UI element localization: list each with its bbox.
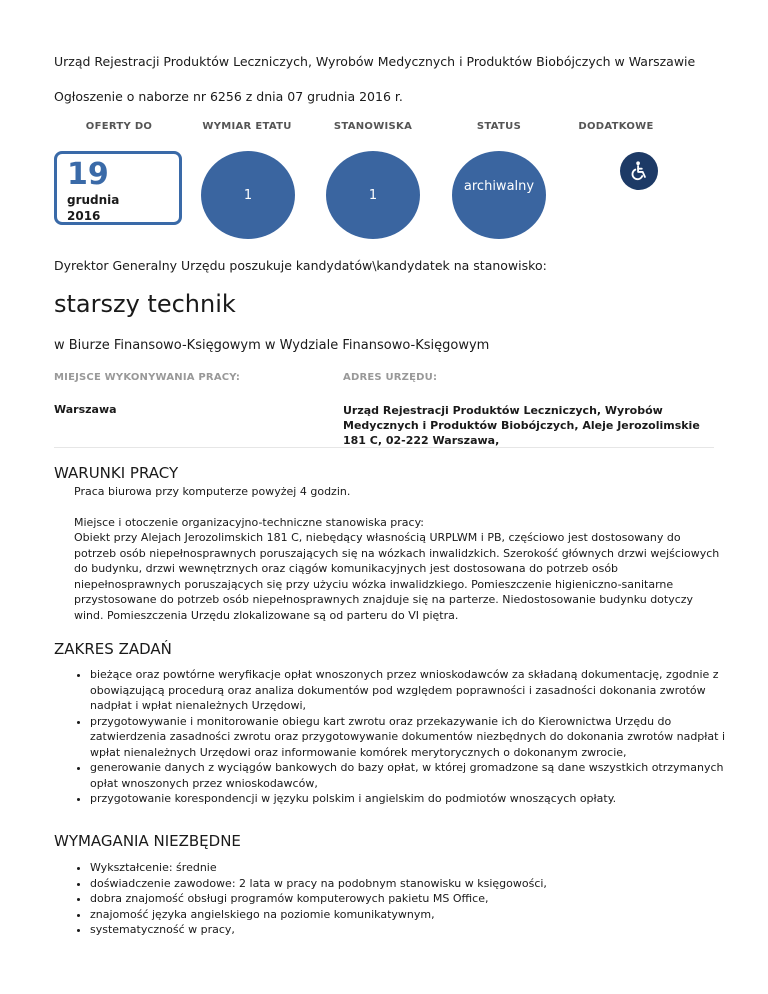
positions-value: 1 [368, 187, 378, 203]
address-label: ADRES URZĘDU: [343, 372, 438, 383]
list-item: • Wykształcenie: średnie [90, 860, 730, 876]
column-header-offers-until: OFERTY DO [85, 121, 153, 132]
department: w Biurze Finansowo-Księgowym w Wydziale Finansowo-Księgowym [54, 338, 490, 353]
job-title: starszy technik [54, 290, 236, 318]
column-header-extra: DODATKOWE [578, 121, 654, 132]
duties-heading: ZAKRES ZADAŃ [54, 640, 172, 658]
address-value: Urząd Rejestracji Produktów Leczniczych, Wyrobów Medycznych i Produktów Biobójczych, Aleje Jerozolimskie 181 C, 02-222 Warszawa, [343, 404, 700, 447]
fte-value: 1 [243, 187, 253, 203]
status-value: archiwalny [463, 179, 535, 194]
divider [54, 447, 714, 448]
column-header-fte: WYMIAR ETATU [202, 121, 292, 132]
conditions-paragraph-2: Obiekt przy Alejach Jerozolimskich 181 C, niebędący własnością URPLWM i PB, częściowo jest dostosowany do potrzeb osób niepełnosprawnych poruszających się na wózkach inwalidzkich. Szerokość głównych drzwi wejściowych do budynku, drzwi wewnętrznych oraz ciągów komunikacyjnych jest dostosowana do potrzeb osób niepełnosprawnych poruszających się przy użyciu wózka inwalidzkiego. Pomieszczenie higieniczno-sanitarne przystosowane do potrzeb osób niepełnosprawnych znajduje się na parterze. Niedostosowanie budynku dotyczy wind. Pomieszczenia Urzędu zlokalizowane są od parteru do VI piętra. [74, 531, 720, 622]
intro-text: Dyrektor Generalny Urzędu poszukuje kandydatów\kandydatek na stanowisko: [54, 258, 547, 273]
place-value: Warszawa [54, 403, 117, 416]
list-item: • dobra znajomość obsługi programów komputerowych pakietu MS Office, [90, 891, 730, 907]
conditions-paragraph-2-intro: Miejsce i otoczenie organizacyjno-techniczne stanowiska pracy: [74, 516, 425, 529]
list-item: • znajomość języka angielskiego na poziomie komunikatywnym, [90, 907, 730, 923]
status-circle [452, 151, 546, 239]
list-item: • doświadczenie zawodowe: 2 lata w pracy na podobnym stanowisku w księgowości, [90, 876, 730, 892]
deadline-year: 2016 [67, 209, 101, 223]
fte-circle [201, 151, 295, 239]
column-header-status: STATUS [476, 121, 522, 132]
list-item: • przygotowywanie i monitorowanie obiegu kart zwrotu oraz przekazywanie ich do Kierownictwa Urzędu do zatwierdzenia zasadności zwrotu oraz przygotowywanie dokumentów niezbędnych do dokonania zwrotów nadpłat i wpłat nienależnych Urzędowi oraz informowanie komórek merytorycznych o dokonanym zwrocie, [90, 714, 730, 761]
deadline-day: 19 [67, 157, 109, 192]
notice-number: Ogłoszenie o naborze nr 6256 z dnia 07 grudnia 2016 r. [54, 89, 403, 104]
wheelchair-icon [620, 152, 658, 190]
list-item: • generowanie danych z wyciągów bankowych do bazy opłat, w której gromadzone są dane wszystkich otrzymanych opłat wnoszonych przez wnioskodawców, [90, 760, 730, 791]
positions-circle [326, 151, 420, 239]
duties-list [74, 667, 730, 807]
list-item: • przygotowanie korespondencji w języku polskim i angielskim do podmiotów wnoszących opłaty. [90, 791, 730, 807]
deadline-date-box [54, 151, 182, 225]
requirements-list [74, 860, 730, 938]
office-name: Urząd Rejestracji Produktów Leczniczych, Wyrobów Medycznych i Produktów Biobójczych w Warszawie [54, 54, 696, 69]
place-label: MIEJSCE WYKONYWANIA PRACY: [54, 372, 241, 383]
list-item: • bieżące oraz powtórne weryfikacje opłat wnoszonych przez wnioskodawców za składaną dokumentację, zgodnie z obowiązującą procedurą oraz analiza dokumentów pod względem poprawności i zasadności dokonania zwrotów nadpłat i wpłat nienależnych Urzędowi, [90, 667, 730, 714]
deadline-month: grudnia [67, 193, 120, 207]
column-header-positions: STANOWISKA [333, 121, 413, 132]
list-item: • systematyczność w pracy, [90, 922, 730, 938]
conditions-heading: WARUNKI PRACY [54, 464, 179, 482]
conditions-paragraph-1: Praca biurowa przy komputerze powyżej 4 godzin. [74, 485, 351, 498]
requirements-heading: WYMAGANIA NIEZBĘDNE [54, 832, 241, 850]
